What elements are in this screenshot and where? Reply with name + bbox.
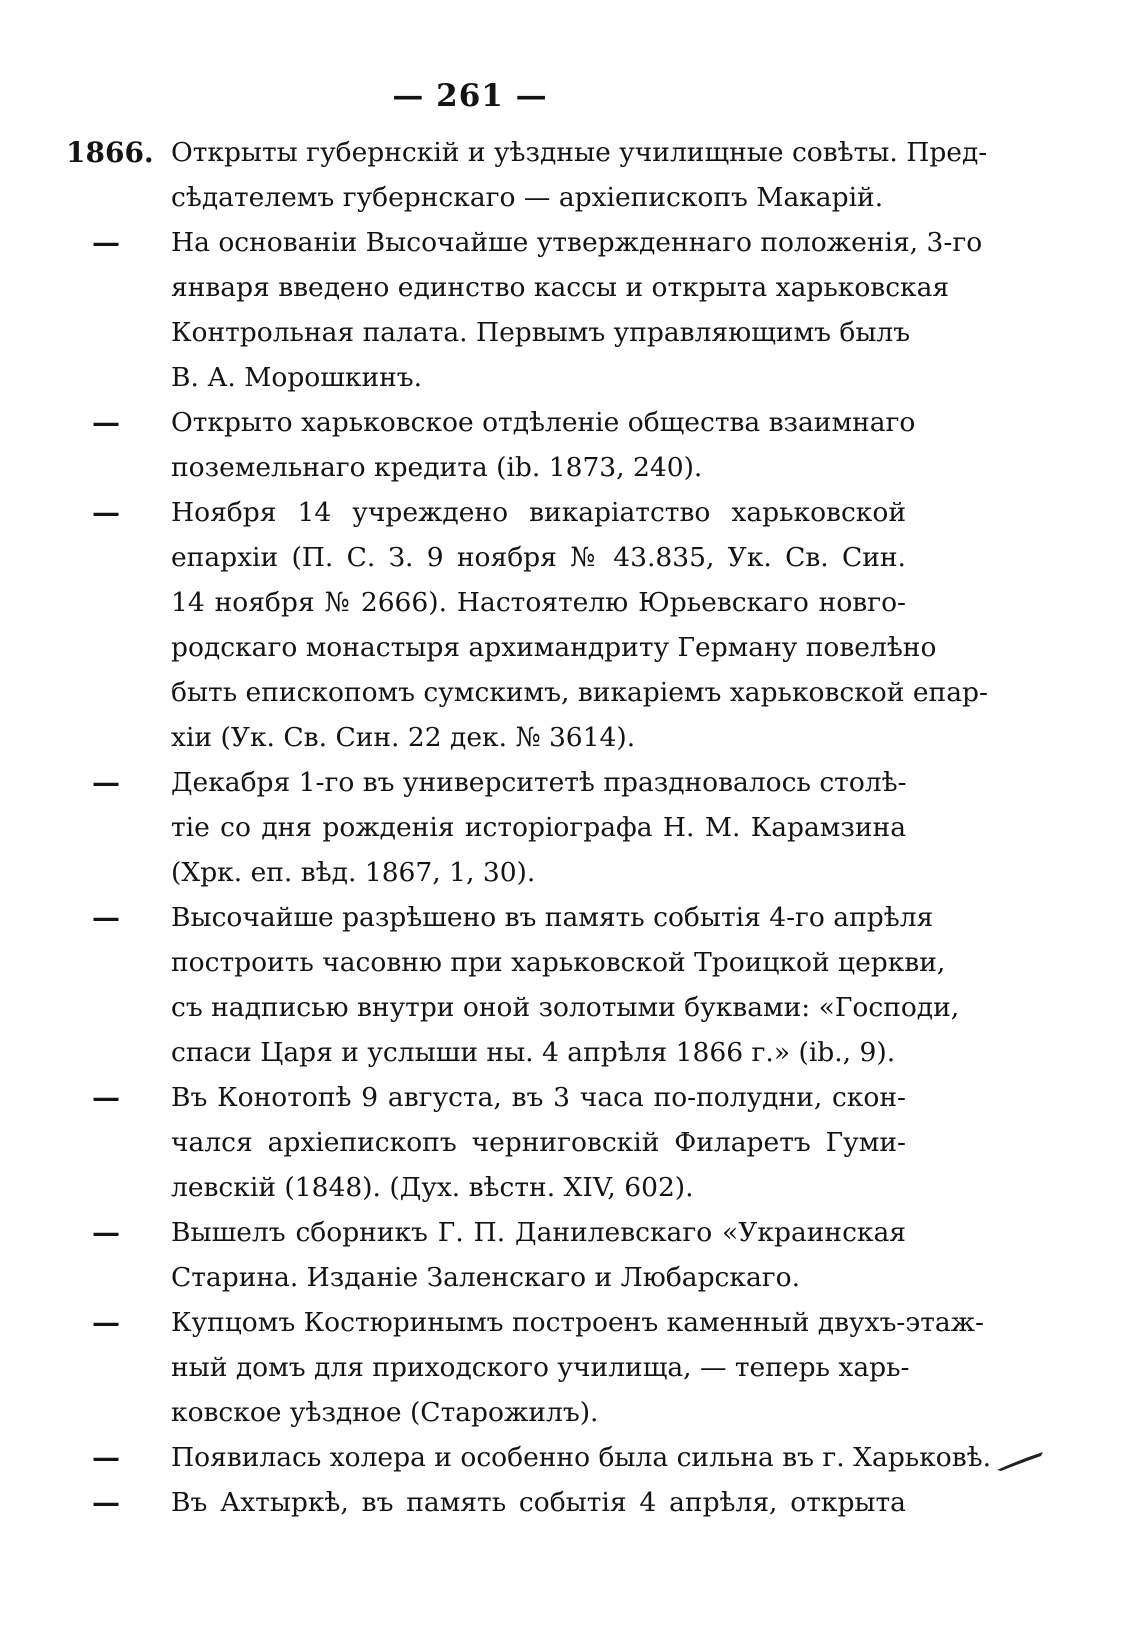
text-line: хіи (Ук. Св. Син. 22 дек. № 3614). [171, 722, 636, 753]
chronicle-entry [66, 220, 983, 400]
entry-dash-marker: — [92, 1486, 120, 1519]
entry-dash-marker: — [92, 496, 120, 529]
chronicle-entries [66, 130, 992, 1525]
text-line: Контрольная палата. Первымъ управляющимъ былъ [171, 317, 911, 348]
text-line: поземельнаго кредита (ib. 1873, 240). [171, 452, 703, 483]
entry-dash-marker: — [92, 406, 120, 439]
text-line: Открыто харьковское отдѣленіе общества взаимнаго [171, 407, 916, 438]
text-line: 14 ноября № 2666). Настоятелю Юрьевскаго новго- [171, 587, 906, 618]
entry-dash-marker: — [92, 1081, 120, 1114]
chronicle-entry [66, 1480, 906, 1525]
page-number: — 261 — [392, 78, 548, 114]
text-line: ный домъ для приходского училища, — теперь харь- [171, 1352, 910, 1383]
chronicle-entry [66, 1435, 992, 1480]
entry-dash-marker: — [92, 901, 120, 934]
text-line: Ноября 14 учреждено викаріатство харьковской [171, 497, 906, 528]
text-line: Появилась холера и особенно была сильна въ г. Харьковѣ. [171, 1442, 992, 1473]
text-line: епархіи (П. С. З. 9 ноября № 43.835, Ук. Св. Син. [171, 542, 906, 573]
text-line: левскій (1848). (Дух. вѣстн. XIV, 602). [171, 1172, 694, 1203]
entry-dash-marker: — [92, 1306, 120, 1339]
text-line: быть епископомъ сумскимъ, викаріемъ харьковской епар- [171, 677, 988, 708]
ink-mark-icon [995, 1450, 1045, 1472]
text-line: спаси Царя и услыши ны. 4 апрѣля 1866 г.» (ib., 9). [171, 1037, 896, 1068]
entry-year-marker: 1866. [66, 136, 154, 169]
text-line: Купцомъ Костюринымъ построенъ каменный двухъ-этаж- [171, 1307, 985, 1338]
text-line: (Хрк. еп. вѣд. 1867, 1, 30). [171, 857, 536, 888]
entry-dash-marker: — [92, 1441, 120, 1474]
chronicle-entry [66, 490, 988, 760]
text-line: построить часовню при харьковской Троицкой церкви, [171, 947, 946, 978]
text-line: На основаніи Высочайше утвержденнаго положенія, 3-го [171, 227, 983, 258]
text-line: Въ Ахтыркѣ, въ память событія 4 апрѣля, открыта [171, 1487, 906, 1518]
chronicle-entry [66, 400, 916, 490]
chronicle-entry [66, 1210, 906, 1300]
chronicle-entry [66, 1075, 906, 1210]
entry-dash-marker: — [92, 1216, 120, 1249]
chronicle-entry [66, 1300, 985, 1435]
text-line: Въ Конотопѣ 9 августа, въ 3 часа по-полудни, скон- [171, 1082, 906, 1113]
text-line: Высочайше разрѣшено въ память событія 4-го апрѣля [171, 902, 934, 933]
entry-dash-marker: — [92, 766, 120, 799]
text-line: чался архіепископъ черниговскій Филаретъ Гуми- [171, 1127, 906, 1158]
entry-dash-marker: — [92, 226, 120, 259]
text-line: Декабря 1-го въ университетѣ праздновалось столѣ- [171, 767, 907, 798]
text-line: Открыты губернскій и уѣздные училищные совѣты. Пред- [171, 137, 988, 168]
text-line: января введено единство кассы и открыта харьковская [171, 272, 950, 303]
text-line: тіе со дня рожденія исторіографа Н. М. Карамзина [171, 812, 906, 843]
text-line: ковское уѣздное (Старожилъ). [171, 1397, 599, 1428]
chronicle-entry [66, 760, 906, 895]
text-line: сѣдателемъ губернскаго — архіепископъ Макарій. [171, 182, 884, 213]
text-line: съ надписью внутри оной золотыми буквами: «Господи, [171, 992, 960, 1023]
chronicle-entry [66, 130, 988, 220]
text-line: родскаго монастыря архимандриту Герману повелѣно [171, 632, 937, 663]
chronicle-entry [66, 895, 960, 1075]
text-line: Старина. Изданіе Заленскаго и Любарскаго. [171, 1262, 800, 1293]
text-line: Вышелъ сборникъ Г. П. Данилевскаго «Украинская [171, 1217, 906, 1248]
text-line: В. А. Морошкинъ. [171, 362, 423, 393]
